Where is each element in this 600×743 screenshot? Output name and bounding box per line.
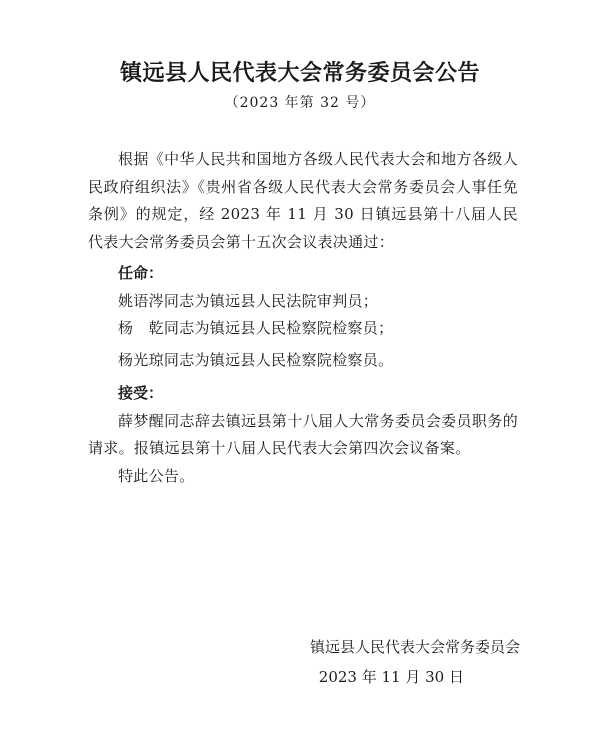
closing-text: 特此公告。 (118, 466, 195, 485)
signature-organization: 镇远县人民代表大会常务委员会 (309, 638, 520, 656)
appointments-heading: 任命： (118, 264, 164, 282)
acceptance-paragraph: 薛梦醒同志辞去镇远县第十八届人大常务委员会委员职务的请求。报镇远县第十八届人民代表大会第四次会议备案。 (88, 411, 518, 457)
signature-block (280, 632, 520, 692)
intro-paragraph: 根据《中华人民共和国地方各级人民代表大会和地方各级人民政府组织法》《贵州省各级人民代表大会常务委员会人事任免条例》的规定，经 2023 年 11 月 30 日镇远县第十八届人民代表大会常务委员会第十五次会议表决通过： (88, 150, 518, 251)
appointment-item: 姚语涔同志为镇远县人民法院审判员； (118, 291, 379, 310)
appointment-item: 杨 乾同志为镇远县人民检察院检察员； (118, 319, 394, 337)
notice-title: 镇远县人民代表大会常务委员会公告 (119, 61, 480, 86)
notice-body (88, 146, 518, 490)
appointment-item: 杨光琼同志为镇远县人民检察院检察员。 (118, 350, 394, 369)
signature-date: 2023 年 11 月 30 日 (318, 668, 464, 686)
notice-number: （2023 年第 32 号） (224, 95, 376, 111)
acceptance-heading: 接受： (118, 384, 164, 402)
